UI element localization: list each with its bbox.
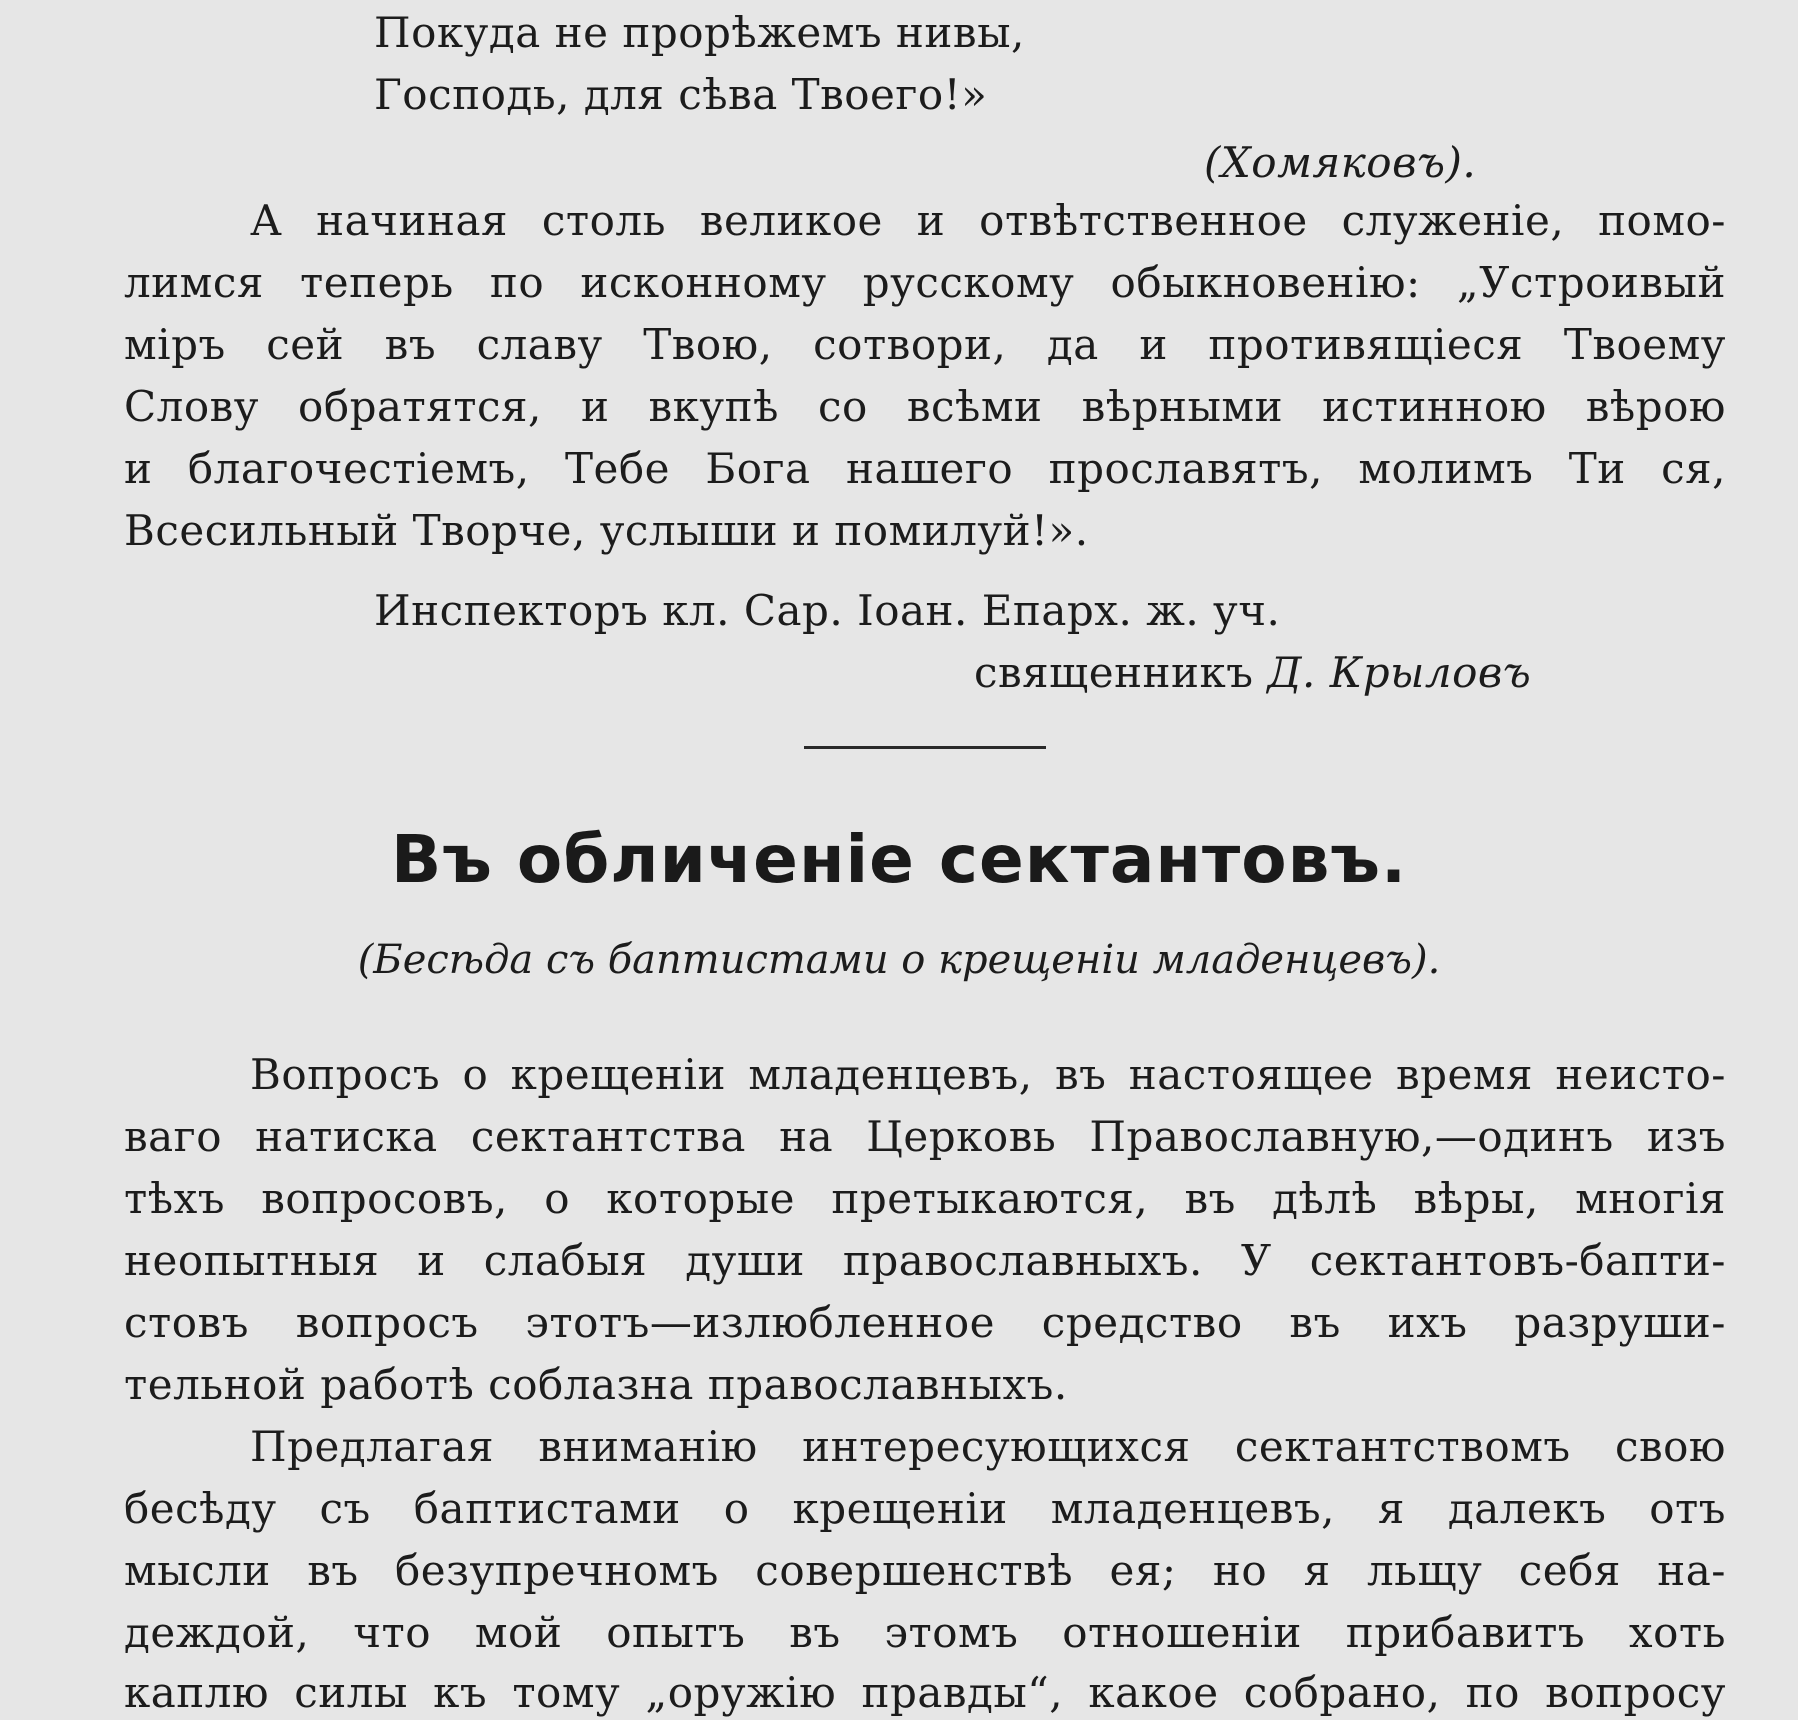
signature-name: Д. Крыловъ bbox=[1267, 648, 1532, 697]
section-divider bbox=[804, 746, 1046, 749]
article-heading: Въ обличеніе сектантовъ. bbox=[390, 821, 1408, 898]
prayer-line-3: міръ сей въ славу Твою, сотвори, да и противящіеся Твоему bbox=[124, 320, 1726, 369]
signature-line bbox=[974, 648, 1531, 698]
paragraph1-line-5: стовъ вопросъ этотъ—излюбленное средство въ ихъ разруши- bbox=[124, 1298, 1726, 1347]
paragraph1-line-3: тѣхъ вопросовъ, о которые претыкаются, въ дѣлѣ вѣры, многія bbox=[124, 1174, 1726, 1223]
poem-line-1: Покуда не прорѣжемъ нивы, bbox=[374, 8, 1025, 57]
paragraph2-line-4: деждой, что мой опытъ въ этомъ отношеніи прибавитъ хоть bbox=[124, 1608, 1726, 1657]
poem-line-2: Господь, для сѣва Твоего!» bbox=[374, 70, 988, 119]
prayer-line-1: А начиная столь великое и отвѣтственное служеніе, помо- bbox=[250, 196, 1726, 245]
poem-author: (Хомяковъ). bbox=[1204, 138, 1477, 187]
paragraph2-line-5: каплю силы къ тому „оружію правды“, какое собрано, по вопросу bbox=[124, 1668, 1726, 1717]
paragraph1-line-4: неопытныя и слабыя души православныхъ. У сектантовъ-бапти- bbox=[124, 1236, 1726, 1285]
paragraph1-line-6: тельной работѣ соблазна православныхъ. bbox=[124, 1360, 1068, 1409]
prayer-line-2: лимся теперь по исконному русскому обыкновенію: „Устроивый bbox=[124, 258, 1726, 307]
prayer-line-6: Всесильный Творче, услыши и помилуй!». bbox=[124, 506, 1089, 555]
prayer-line-4: Слову обратятся, и вкупѣ со всѣми вѣрными истинною вѣрою bbox=[124, 382, 1726, 431]
paragraph2-line-1: Предлагая вниманію интересующихся сектантствомъ свою bbox=[250, 1422, 1726, 1471]
paragraph1-line-2: ваго натиска сектантства на Церковь Православную,—одинъ изъ bbox=[124, 1112, 1726, 1161]
signature-role: священникъ bbox=[974, 648, 1254, 697]
paragraph2-line-2: бесѣду съ баптистами о крещеніи младенцевъ, я далекъ отъ bbox=[124, 1484, 1726, 1533]
signature-title: Инспекторъ кл. Сар. Іоан. Епарх. ж. уч. bbox=[374, 586, 1281, 635]
prayer-line-5: и благочестіемъ, Тебе Бога нашего прославятъ, молимъ Ти ся, bbox=[124, 444, 1726, 493]
paragraph1-line-1: Вопросъ о крещеніи младенцевъ, въ настоящее время неисто- bbox=[250, 1050, 1726, 1099]
paragraph2-line-3: мысли въ безупречномъ совершенствѣ ея; но я льщу себя на- bbox=[124, 1546, 1726, 1595]
article-subheading: (Бесѣда съ баптистами о крещеніи младенцевъ). bbox=[357, 937, 1441, 983]
